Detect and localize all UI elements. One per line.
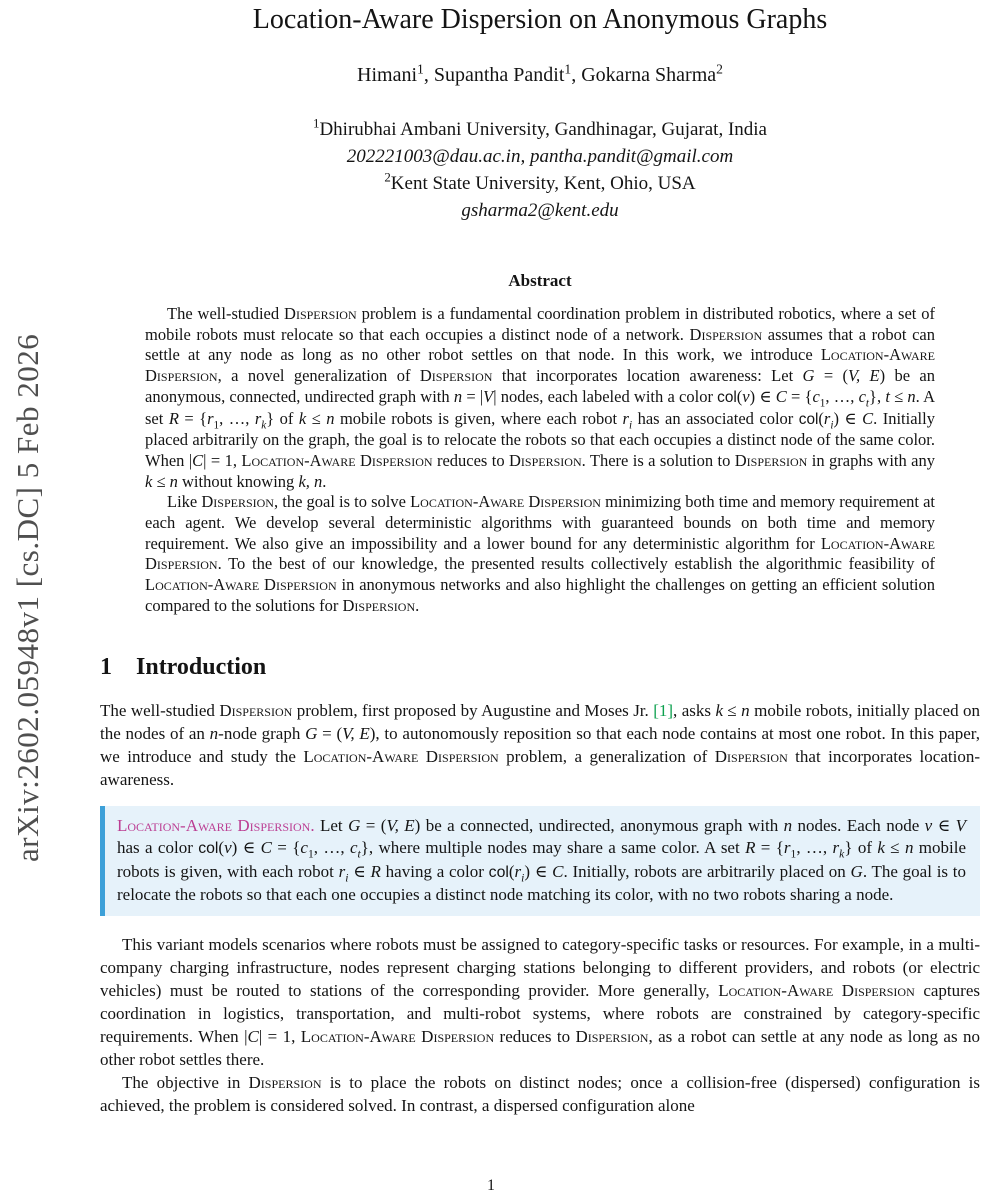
paper-title: Location-Aware Dispersion on Anonymous Graphs — [252, 4, 828, 35]
emails-affiliation-1: 202221003@dau.ac.in, pantha.pandit@gmail.com — [346, 146, 734, 167]
affiliation-1: $^1$Dhirubhai Ambani University, Gandhinagar, Gujarat, India — [312, 115, 767, 140]
page-number: 1 — [487, 1177, 495, 1194]
intro-paragraph-2: This variant models scenarios where robots must be assigned to category-specific tasks or resources. For example, in a multi-company charging infrastructure, nodes represent charging stations belonging to different providers, and robots (or electric vehicles) must be routed to stations of the corresponding provider. More generally, Location-Aware Dispersion captures coordination in logistics, transportation, and multi-robot systems, where robots are constrained by category-specific requirements. When |C| = 1, Location-Aware Dispersion reduces to Dispersion, as a robot can settle at any node as long as no other robot settles there. — [100, 934, 980, 1069]
citation-1[interactable]: [1] — [653, 700, 674, 720]
definition-box — [100, 806, 980, 916]
abstract-paragraph-1: The well-studied Dispersion problem is a fundamental coordination problem in distributed robotics, where a set of mobile robots must relocate so that each occupies a distinct node of a network. Dispersion assumes that a robot can settle at any node as long as no other robot settles on that node. In this work, we introduce Location-Aware Dispersion, a novel generalization of Dispersion that incorporates location awareness: Let G = (V, E) be an anonymous, connected, undirected graph with n = |V| nodes, each labeled with a color col(v) ∈ $C = \{c_1$, …, $c_t$}, t ≤ n. A set $R = \{r_1$, …, $r_k$} of k ≤ n mobile robots is given, where each robot $r_i$ has an associated color $col(r_i)$ ∈ C. Initially placed arbitrarily on the graph, the goal is to relocate the robots so that each occupies a distinct node of the same color. When |C| = 1, Location-Aware Dispersion reduces to Dispersion. There is a solution to Dispersion in graphs with any k ≤ n without knowing k, n. — [145, 304, 936, 491]
abstract-section — [145, 271, 935, 617]
abstract-paragraph-2: Like Dispersion, the goal is to solve Location-Aware Dispersion minimizing both time and memory requirement at each agent. We develop several deterministic algorithms with guaranteed bounds on both time and memory requirement. We also give an impossibility and a lower bound for any deterministic algorithm for Location-Aware Dispersion. To the best of our knowledge, the presented results collectively establish the algorithmic feasibility of Location-Aware Dispersion in anonymous networks and also highlight the challenges on getting an efficient solution compared to the solutions for Dispersion. — [145, 492, 936, 615]
intro-paragraph-1: The well-studied Dispersion problem, first proposed by Augustine and Moses Jr. [1], asks k ≤ n mobile robots, initially placed on the nodes of an n-node graph G = (V, E), to autonomously reposition so that each node contains at most one robot. In this paper, we introduce and study the Location-Aware Dispersion problem, a generalization of Dispersion that incorporates location-awareness. — [100, 700, 981, 789]
definition-box-title: Location-Aware Dispersion. — [117, 815, 315, 835]
paper-content — [100, 0, 980, 1117]
authors-line: Himani$^1$, Supantha Pandit$^1$, Gokarna Sharma$^2$ — [357, 61, 723, 86]
section-number: 1 — [100, 653, 112, 680]
affiliations-block — [100, 116, 980, 224]
definition-box-text: Location-Aware Dispersion. Let G = (V, E) be a connected, undirected, anonymous graph with n nodes. Each node v ∈ V has a color col(v) ∈ $C = \{c_1$, …, $c_t$}, where multiple nodes may share a same color. A set $R = \{r_1$, …, $r_k$} of k ≤ n mobile robots is given, with each robot $r_i$ ∈ R having a color $col(r_i)$ ∈ C. Initially, robots are arbitrarily placed on G. The goal is to relocate the robots so that each one occupies a distinct node matching its color, with no two robots sharing a node. — [117, 815, 967, 905]
email-affiliation-2: gsharma2@kent.edu — [461, 200, 619, 221]
arxiv-stamp: arXiv:2602.05948v1 [cs.DC] 5 Feb 2026 — [10, 333, 45, 862]
section-title: Introduction — [136, 653, 267, 680]
abstract-heading: Abstract — [508, 271, 572, 290]
section-heading-introduction — [100, 652, 980, 682]
affiliation-2: $^2$Kent State University, Kent, Ohio, USA — [384, 169, 696, 194]
intro-paragraph-3: The objective in Dispersion is to place the robots on distinct nodes; once a collision-free (dispersed) configuration is achieved, the problem is considered solved. In contrast, a dispersed configuration alone — [100, 1072, 980, 1115]
